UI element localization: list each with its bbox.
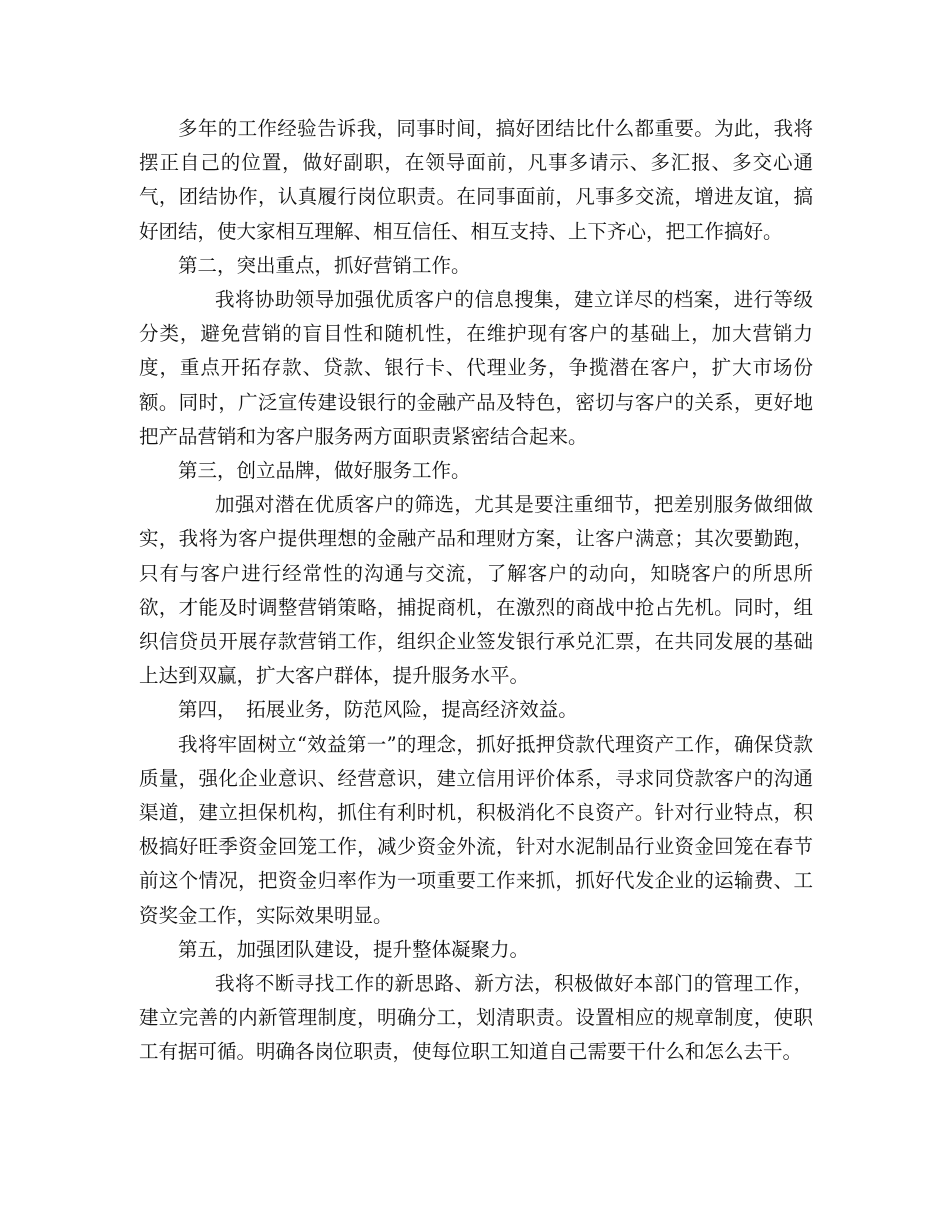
- heading-second-marketing: 第二，突出重点，抓好营销工作。: [178, 253, 471, 277]
- heading-fifth-team: 第五，加强团队建设，提升整体凝聚力。: [178, 937, 530, 961]
- heading-fourth-risk: 第四， 拓展业务，防范风险，提高经济效益。: [178, 698, 578, 722]
- paragraph-service: 加强对潜在优质客户的筛选，尤其是要注重细节，把差别服务做细做实，我将为客户提供理想的金融产品和理财方案，让客户满意；其次要勤跑，只有与客户进行经常性的沟通与交流，了解客户的动向，知晓客户的所思所欲，才能及时调整营销策略，捕捉商机，在激烈的商战中抢占先机。同时，组织信贷员开展存款营销工作，组织企业签发银行承兑汇票，在共同发展的基础上达到双赢，扩大客户群体，提升服务水平。: [139, 493, 813, 688]
- paragraph-marketing: 我将协助领导加强优质客户的信息搜集，建立详尽的档案，进行等级分类，避免营销的盲目性和随机性，在维护现有客户的基础上，加大营销力度，重点开拓存款、贷款、银行卡、代理业务，争揽潜在客户，扩大市场份额。同时，广泛宣传建设银行的金融产品及特色，密切与客户的关系，更好地把产品营销和为客户服务两方面职责紧密结合起来。: [139, 288, 813, 448]
- paragraph-teamwork: 多年的工作经验告诉我，同事时间，搞好团结比什么都重要。为此，我将摆正自己的位置，做好副职，在领导面前，凡事多请示、多汇报、多交心通气，团结协作，认真履行岗位职责。在同事面前，凡事多交流，增进友谊，搞好团结，使大家相互理解、相互信任、相互支持、上下齐心，把工作搞好。: [139, 117, 813, 243]
- document-body: [139, 112, 813, 1070]
- heading-third-service: 第三，创立品牌，做好服务工作。: [178, 459, 471, 483]
- paragraph-team: 我将不断寻找工作的新思路、新方法，积极做好本部门的管理工作，建立完善的内新管理制度，明确分工，划清职责。设置相应的规章制度，使职工有据可循。明确各岗位职责，使每位职工知道自己需要干什么和怎么去干。: [139, 972, 813, 1064]
- paragraph-risk: 我将牢固树立“效益第一”的理念，抓好抵押贷款代理资产工作，确保贷款质量，强化企业意识、经营意识，建立信用评价体系，寻求同贷款客户的沟通渠道，建立担保机构，抓住有利时机，积极消化不良资产。针对行业特点，积极搞好旺季资金回笼工作，减少资金外流，针对水泥制品行业资金回笼在春节前这个情况，把资金归率作为一项重要工作来抓，抓好代发企业的运输费、工资奖金工作，实际效果明显。: [139, 732, 813, 927]
